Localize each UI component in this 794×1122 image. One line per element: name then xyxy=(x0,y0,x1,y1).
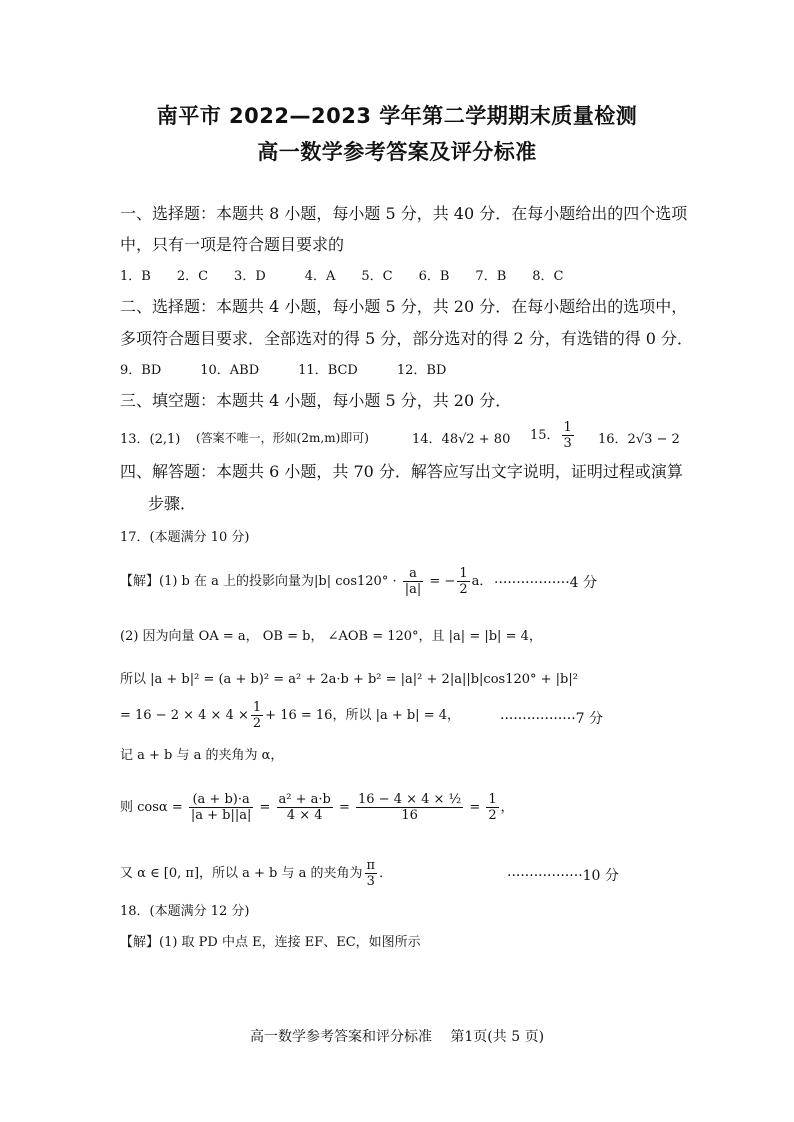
q17-score-1: ·················4 分 xyxy=(494,575,598,591)
q14-answer: 14．48√2 + 80 xyxy=(412,432,511,447)
q17-line3-den: 2 xyxy=(252,716,262,731)
q17-part2-line4: 记 a + b 与 a 的夹角为 α， xyxy=(120,748,284,763)
q17-part1-end: a． xyxy=(471,574,493,589)
section4-heading-line2: 步骤． xyxy=(148,494,197,513)
q15-denominator: 3 xyxy=(563,436,572,451)
q17-cos-f2-den: 4 × 4 xyxy=(286,808,323,823)
q17-cos-frac2 xyxy=(277,792,333,823)
q17-header: 17．(本题满分 10 分) xyxy=(120,530,250,545)
q17-part1-half-den: 2 xyxy=(459,582,468,597)
q17-score-2: ·················7 分 xyxy=(500,711,604,727)
section1-heading-line2: 中，只有一项是符合题目要求的 xyxy=(120,235,345,254)
q17-part1-unit-num: a xyxy=(403,566,424,582)
q17-cos-frac1 xyxy=(189,792,254,823)
q13-note: (答案不唯一，形如(2m,m)即可) xyxy=(196,431,369,445)
q17-angle-line xyxy=(120,858,392,889)
q17-angle-answer xyxy=(365,858,378,889)
q17-part1-eq: = − xyxy=(425,574,456,589)
q17-line3-b: + 16 = 16，所以 |a + b| = 4， xyxy=(265,708,460,723)
section1-heading-line1: 一、选择题：本题共 8 小题，每小题 5 分，共 40 分．在每小题给出的四个选项 xyxy=(120,204,688,223)
exam-title: 南平市 2022—2023 学年第二学期期末质量检测 xyxy=(156,104,638,128)
page-footer: 高一数学参考答案和评分标准 第1页(共 5 页) xyxy=(249,1029,545,1045)
q17-part1-half-num: 1 xyxy=(459,566,468,581)
q17-cos-f1-num: (a + b)·a xyxy=(189,792,254,808)
q15-label: 15． xyxy=(530,428,560,443)
q16-answer: 16．2√3 − 2 xyxy=(598,432,680,447)
section3-heading: 三、填空题：本题共 4 小题，每小题 5 分，共 20 分． xyxy=(120,391,512,410)
q17-cos-frac4 xyxy=(486,792,498,823)
section2-heading-line2: 多项符合题目要求．全部选对的得 5 分，部分选对的得 2 分，有选错的得 0 分． xyxy=(120,329,694,348)
q17-angle-end: ． xyxy=(379,866,393,881)
q15-numerator: 1 xyxy=(563,420,572,435)
section2-answers: 9．BD 10．ABD 11．BCD 12．BD xyxy=(120,363,447,378)
q17-cos-f4-den: 2 xyxy=(488,808,497,823)
q17-part1-unit-vector xyxy=(403,566,424,597)
exam-subtitle: 高一数学参考答案及评分标准 xyxy=(257,140,537,164)
section1-answers: 1．B 2．C 3．D 4．A 5．C 6．B 7．B 8．C xyxy=(120,269,564,284)
q17-part2-line1: (2) 因为向量 OA = a， OB = b， ∠AOB = 120°，且 |a| = |b| = 4， xyxy=(120,629,542,644)
q17-cos-label: 则 cosα = xyxy=(120,800,183,815)
q17-cos-f1-den: |a + b||a| xyxy=(190,808,252,823)
q17-part1 xyxy=(120,566,492,597)
q17-cos-f3-den: 16 xyxy=(401,808,418,823)
q17-part1-prefix: 【解】(1) b 在 a 上的投影向量为|b| cos120° · xyxy=(120,574,401,589)
section2-heading-line1: 二、选择题：本题共 4 小题，每小题 5 分，共 20 分．在每小题给出的选项中， xyxy=(120,297,688,316)
q17-part1-unit-den: |a| xyxy=(404,582,422,597)
q17-part2-line2: 所以 |a + b|² = (a + b)² = a² + 2a·b + b² = |a|² + 2|a||b|cos120° + |b|² xyxy=(120,672,578,687)
q17-line3-half xyxy=(251,700,263,731)
q17-part2-line3 xyxy=(120,700,460,731)
q17-angle-den: 3 xyxy=(366,874,375,889)
q17-line3-num: 1 xyxy=(252,700,262,715)
q17-score-3: ·················10 分 xyxy=(507,868,619,884)
q15-fraction xyxy=(562,420,574,451)
q17-cos-line: 则 cosα = $\frac{(a + b)\cdot a}{|a + b||a|}$ = $\frac{\text{a² + a·b}}{4 \times 4}$ = $\frac{\text{16 − 4 × 4 × ½}}{16}$ = $\frac{1}{2}$ ， xyxy=(120,792,514,823)
q17-cos-f4-num: 1 xyxy=(488,792,497,807)
q17-part1-half xyxy=(457,566,469,597)
q18-part1: 【解】(1) 取 PD 中点 E，连接 EF、EC，如图所示 xyxy=(120,935,421,950)
q17-line3-a: = 16 − 2 × 4 × 4 × xyxy=(120,708,249,723)
q17-angle-num: π xyxy=(366,858,376,873)
section4-heading-line1: 四、解答题：本题共 6 小题，共 70 分．解答应写出文字说明，证明过程或演算 xyxy=(120,462,683,481)
q15-answer xyxy=(530,420,576,451)
q13-answer: 13．(2,1) xyxy=(120,432,181,447)
q17-cos-f3-num: 16 − 4 × 4 × ½ xyxy=(358,792,462,807)
q17-cos-frac3 xyxy=(356,792,463,823)
q17-cos-f2-num: a² + a·b xyxy=(278,792,331,807)
q17-angle-text: 又 α ∈ [0, π]，所以 a + b 与 a 的夹角为 xyxy=(120,866,363,881)
q18-header: 18．(本题满分 12 分) xyxy=(120,904,250,919)
